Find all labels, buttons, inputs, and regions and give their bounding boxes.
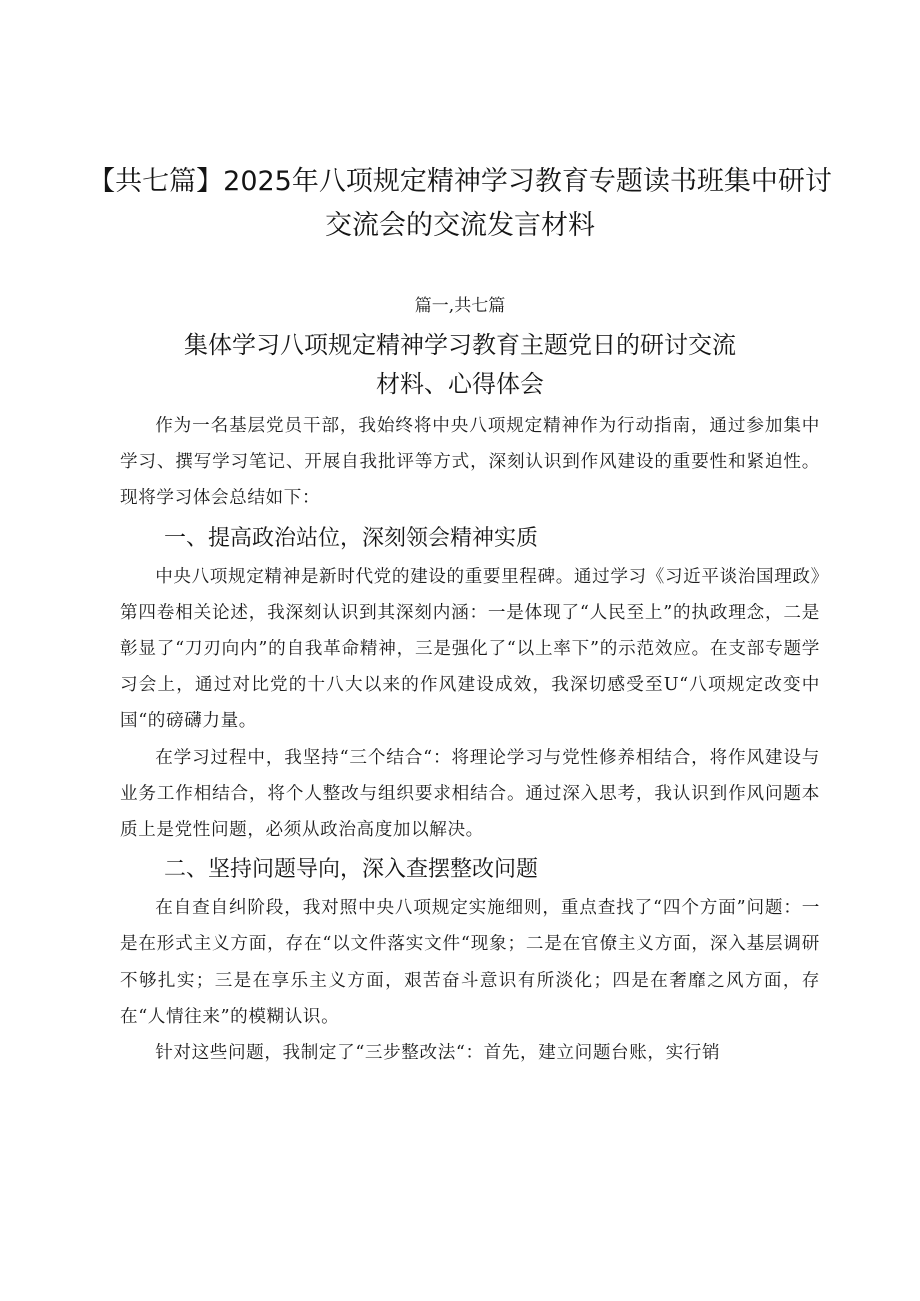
subtitle-line-1: 集体学习八项规定精神学习教育主题党日的研讨交流 (184, 331, 736, 359)
section-2-heading: 二、坚持问题导向，深入查摆整改问题 (164, 857, 539, 883)
document-body (120, 408, 820, 1071)
section-1-paragraph-1: 中央八项规定精神是新时代党的建设的重要里程碑。通过学习《习近平谈治国理政》第四卷相关论述，我深刻认识到其深刻内涵：一是体现了“人民至上”的执政理念，二是彰显了“刀刃向内”的自我革命精神，三是强化了“以上率下”的示范效应。在支部专题学习会上，通过对比党的十八大以来的作风建设成效，我深切感受至U“八项规定改变中国“的磅礴力量。 (120, 566, 820, 732)
section-1-paragraph-2: 在学习过程中，我坚持“三个结合“：将理论学习与党性修养相结合，将作风建设与业务工作相结合，将个人整改与组织要求相结合。通过深入思考，我认识到作风问题本质上是党性问题，必须从政治高度加以解决。 (120, 747, 820, 841)
section-2-paragraph-1: 在自查自纠阶段，我对照中央八项规定实施细则，重点查找了“四个方面”问题：一是在形式主义方面，存在“以文件落实文件“现象；二是在官僚主义方面，深入基层调研不够扎实；三是在享乐主义方面，艰苦奋斗意识有所淡化；四是在奢靡之风方面，存在“人情往来”的模糊认识。 (120, 898, 820, 1027)
intro-paragraph: 作为一名基层党员干部，我始终将中央八项规定精神作为行动指南，通过参加集中学习、撰写学习笔记、开展自我批评等方式，深刻认识到作风建设的重要性和紧迫性。现将学习体会总结如下： (120, 416, 820, 509)
section-2-paragraph-2: 针对这些问题，我制定了“三步整改法“：首先，建立问题台账，实行销 (155, 1043, 721, 1064)
document-title-line-2: 交流会的交流发言材料 (325, 210, 595, 241)
document-title-line-1: 【共七篇】2025年八项规定精神学习教育专题读书班集中研讨 (88, 166, 832, 197)
part-label: 篇一,共七篇 (414, 296, 506, 316)
section-1-heading: 一、提高政治站位，深刻领会精神实质 (164, 525, 539, 551)
subtitle-line-2: 材料、心得体会 (376, 370, 544, 398)
